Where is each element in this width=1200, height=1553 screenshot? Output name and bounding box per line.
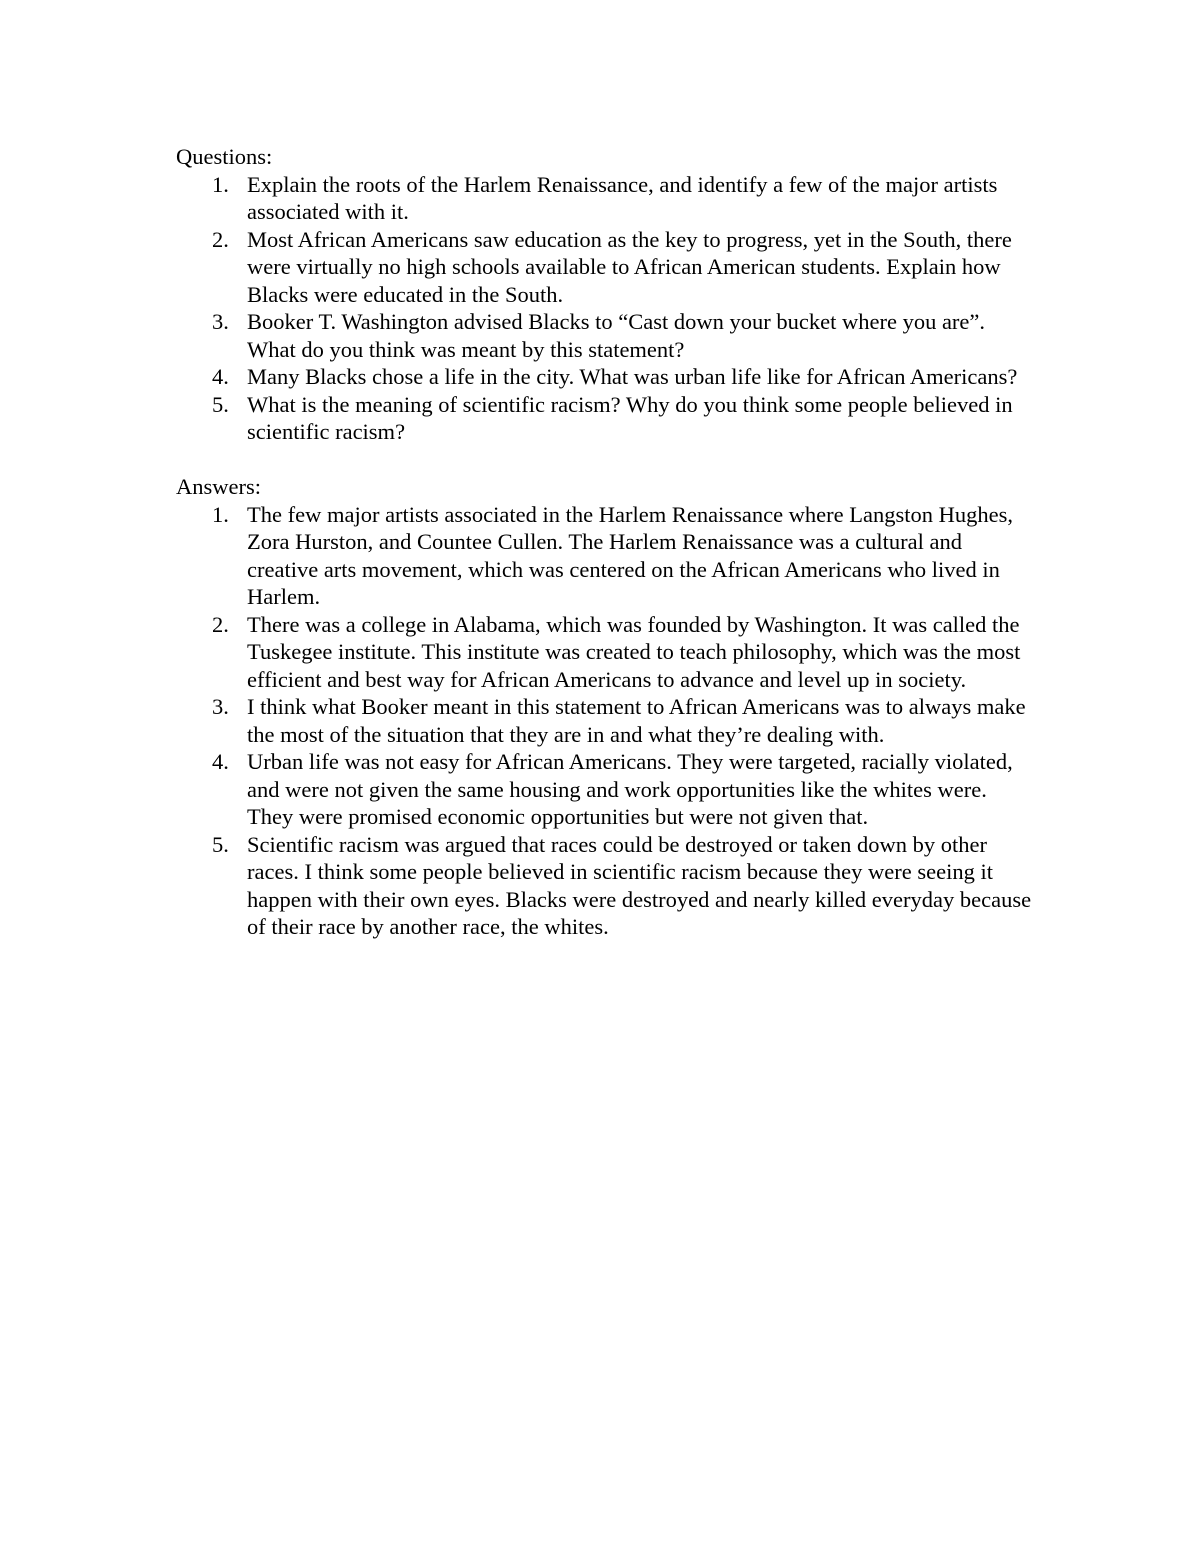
answers-heading: Answers: — [176, 474, 261, 499]
answer-item — [176, 611, 1036, 694]
answers-section — [176, 473, 1036, 941]
question-number: 4. — [212, 364, 229, 389]
question-number: 5. — [212, 391, 229, 417]
question-text: Most African Americans saw education as the key to progress, yet in the South, there were virtually no high schools available to African American students. Explain how Blacks were educated in the South. — [247, 226, 1012, 307]
answer-item — [176, 831, 1036, 941]
question-text: Many Blacks chose a life in the city. What was urban life like for African Americans? — [247, 364, 1018, 389]
answer-text: There was a college in Alabama, which was founded by Washington. It was called the Tuskegee institute. This institute was created to teach philosophy, which was the most efficient and best way for African Americans to advance and level up in society. — [247, 611, 1021, 692]
question-item — [176, 391, 1036, 446]
answer-number: 3. — [212, 694, 229, 719]
question-number: 2. — [212, 226, 229, 252]
answer-text: I think what Booker meant in this statement to African Americans was to always make the most of the situation that they are in and what they’re dealing with. — [247, 694, 1026, 747]
question-text: Booker T. Washington advised Blacks to “Cast down your bucket where you are”. What do you think was meant by this statement? — [247, 309, 986, 362]
questions-heading: Questions: — [176, 144, 273, 169]
question-number: 3. — [212, 309, 229, 334]
answer-number: 4. — [212, 749, 229, 774]
answer-text: Urban life was not easy for African Americans. They were targeted, racially violated, and were not given the same housing and work opportunities like the whites were. They were promised economic opportunities but were not given that. — [247, 749, 1013, 829]
question-text: What is the meaning of scientific racism? Why do you think some people believed in scientific racism? — [247, 391, 1013, 444]
question-item — [176, 308, 1036, 363]
answer-item — [176, 693, 1036, 748]
question-text: Explain the roots of the Harlem Renaissance, and identify a few of the major artists associated with it. — [247, 171, 998, 224]
answer-number: 1. — [212, 501, 229, 527]
question-item — [176, 171, 1036, 226]
answer-text: The few major artists associated in the Harlem Renaissance where Langston Hughes, Zora Hurston, and Countee Cullen. The Harlem Renaissance was a cultural and creative arts movement, which was centered on the African Americans who lived in Harlem. — [247, 501, 1013, 609]
answer-number: 5. — [212, 831, 229, 857]
question-item — [176, 226, 1036, 309]
question-number: 1. — [212, 171, 229, 197]
answer-text: Scientific racism was argued that races could be destroyed or taken down by other races. I think some people believed in scientific racism because they were seeing it happen with their own eyes. Blacks were destroyed and nearly killed everyday because of their race by another race, the whites. — [247, 831, 1032, 939]
questions-section — [176, 143, 1036, 446]
document-page — [176, 143, 1036, 941]
questions-list — [176, 171, 1036, 446]
question-item — [176, 363, 1036, 391]
answer-number: 2. — [212, 611, 229, 637]
answer-item — [176, 748, 1036, 831]
answer-item — [176, 501, 1036, 611]
answers-list — [176, 501, 1036, 941]
